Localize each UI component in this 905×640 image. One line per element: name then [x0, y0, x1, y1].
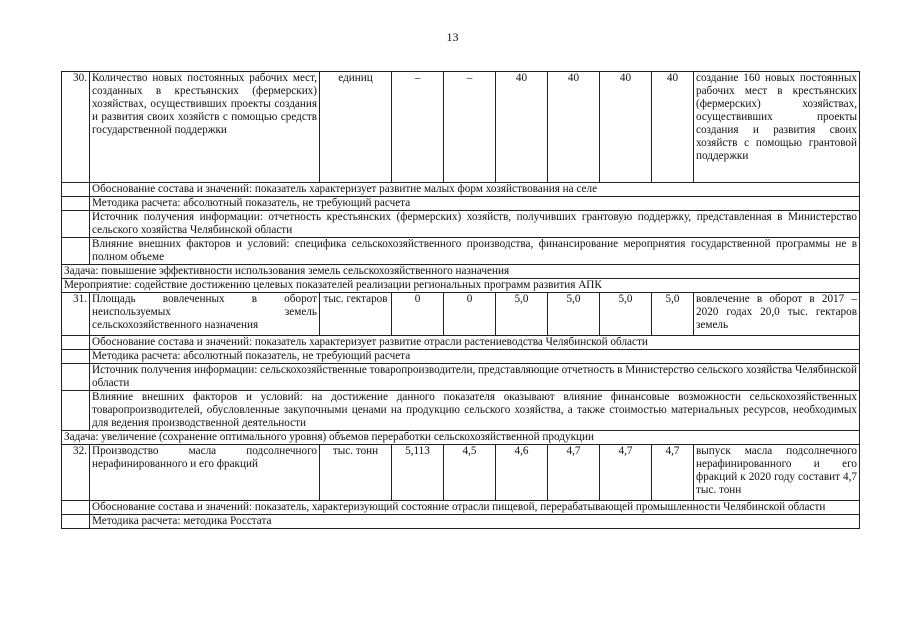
source-text: Источник получения информации: сельскохозяйственные товаропроизводители, представляющие отчетность в Министерство сельского хозяйства Челябинской области: [90, 364, 860, 391]
row-number-spacer: [62, 350, 90, 364]
row-number: 30.: [62, 72, 90, 183]
task-text: Задача: повышение эффективности использования земель сельскохозяйственного назначения: [62, 265, 860, 279]
table-row: [62, 211, 860, 238]
row-number-spacer: [62, 391, 90, 431]
value-cell: 5,0: [652, 293, 694, 336]
table-row: [62, 265, 860, 279]
unit-cell: тыс. гектаров: [320, 293, 392, 336]
unit-cell: единиц: [320, 72, 392, 183]
page-number: 13: [446, 30, 459, 44]
result-cell: выпуск масла подсолнечного нерафинированного и его фракций к 2020 году составит 4,7 тыс. тонн: [694, 445, 860, 501]
table-row: [62, 364, 860, 391]
method-text: Методика расчета: абсолютный показатель, не требующий расчета: [90, 350, 860, 364]
value-cell: 4,6: [496, 445, 548, 501]
event-text: Мероприятие: содействие достижению целевых показателей реализации региональных программ развития АПК: [62, 279, 860, 293]
table-row: [62, 197, 860, 211]
indicators-table: [61, 71, 860, 529]
value-cell: 40: [548, 72, 600, 183]
value-cell: 40: [652, 72, 694, 183]
indicator-name: Производство масла подсолнечного нерафинированного и его фракций: [90, 445, 320, 501]
row-number-spacer: [62, 336, 90, 350]
value-cell: –: [444, 72, 496, 183]
unit-cell: тыс. тонн: [320, 445, 392, 501]
result-cell: вовлечение в оборот в 2017 – 2020 годах 20,0 тыс. гектаров земель: [694, 293, 860, 336]
influence-text: Влияние внешних факторов и условий: специфика сельскохозяйственного производства, финансирование мероприятия государственной программы не в полном объеме: [90, 238, 860, 265]
value-cell: 4,7: [652, 445, 694, 501]
table-row: [62, 336, 860, 350]
value-cell: 0: [392, 293, 444, 336]
value-cell: –: [392, 72, 444, 183]
table-row: [62, 238, 860, 265]
row-number-spacer: [62, 364, 90, 391]
row-number-spacer: [62, 238, 90, 265]
value-cell: 4,5: [444, 445, 496, 501]
table-row: [62, 350, 860, 364]
value-cell: 4,7: [548, 445, 600, 501]
influence-text: Влияние внешних факторов и условий: на достижение данного показателя оказывают влияние финансовые возможности сельскохозяйственных товаропроизводителей, обусловленные закупочными ценами на продукцию сельского хозяйства, а также стоимостью материальных ресурсов, необходимых для ведения производственной деятельности: [90, 391, 860, 431]
justification-text: Обоснование состава и значений: показатель характеризует развитие малых форм хозяйствования на селе: [90, 183, 860, 197]
value-cell: 40: [600, 72, 652, 183]
row-number-spacer: [62, 197, 90, 211]
value-cell: 0: [444, 293, 496, 336]
row-number-spacer: [62, 183, 90, 197]
indicator-name: Количество новых постоянных рабочих мест, созданных в крестьянских (фермерских) хозяйствах, осуществивших проекты создания и развития своих хозяйств с помощью средств государственной поддержки: [90, 72, 320, 183]
result-cell: создание 160 новых постоянных рабочих мест в крестьянских (фермерских) хозяйствах, осуществивших проекты создания и развития своих хозяйств с помощью грантовой поддержки: [694, 72, 860, 183]
table-row: [62, 445, 860, 501]
source-text: Источник получения информации: отчетность крестьянских (фермерских) хозяйств, получивших грантовую поддержку, представленная в Министерство сельского хозяйства Челябинской области: [90, 211, 860, 238]
value-cell: 5,0: [496, 293, 548, 336]
table-row: [62, 431, 860, 445]
value-cell: 5,113: [392, 445, 444, 501]
justification-text: Обоснование состава и значений: показатель характеризует развитие отрасли растениеводства Челябинской области: [90, 336, 860, 350]
value-cell: 40: [496, 72, 548, 183]
task-text: Задача: увеличение (сохранение оптимального уровня) объемов переработки сельскохозяйственной продукции: [62, 431, 860, 445]
row-number-spacer: [62, 515, 90, 529]
row-number-spacer: [62, 501, 90, 515]
table-row: [62, 293, 860, 336]
method-text: Методика расчета: абсолютный показатель, не требующий расчета: [90, 197, 860, 211]
justification-text: Обоснование состава и значений: показатель, характеризующий состояние отрасли пищевой, перерабатывающей промышленности Челябинской области: [90, 501, 860, 515]
row-number-spacer: [62, 211, 90, 238]
table-row: [62, 501, 860, 515]
row-number: 31.: [62, 293, 90, 336]
table-row: [62, 183, 860, 197]
value-cell: 4,7: [600, 445, 652, 501]
value-cell: 5,0: [548, 293, 600, 336]
table-row: [62, 391, 860, 431]
indicator-name: Площадь вовлеченных в оборот неиспользуемых земель сельскохозяйственного назначения: [90, 293, 320, 336]
table-row: [62, 72, 860, 183]
row-number: 32.: [62, 445, 90, 501]
table-row: [62, 279, 860, 293]
value-cell: 5,0: [600, 293, 652, 336]
table-row: [62, 515, 860, 529]
method-text: Методика расчета: методика Росстата: [90, 515, 860, 529]
